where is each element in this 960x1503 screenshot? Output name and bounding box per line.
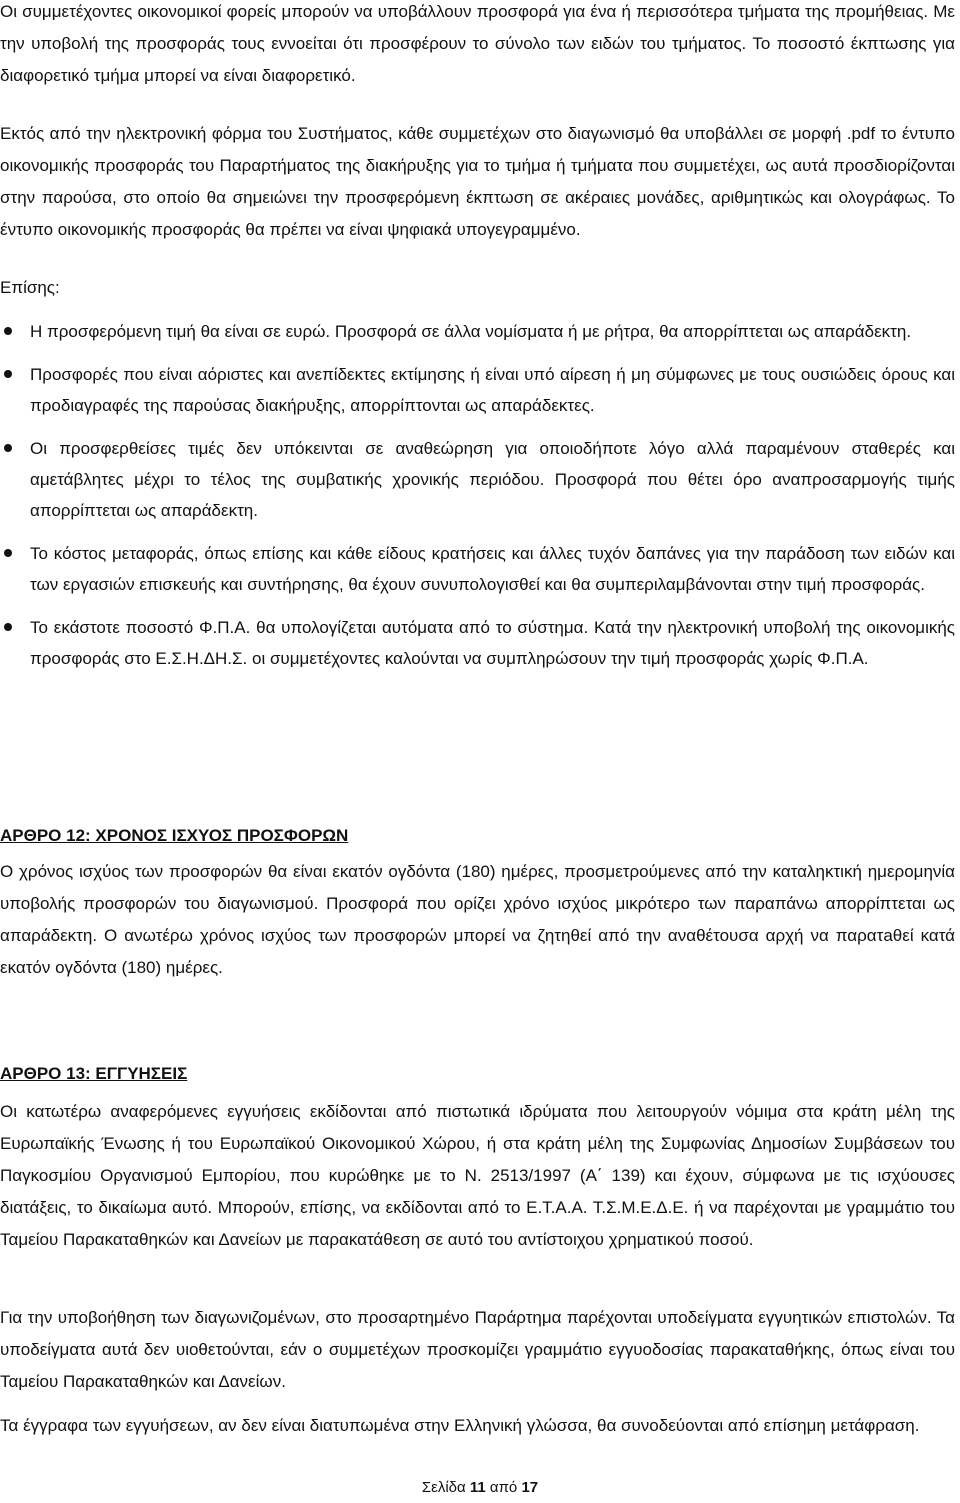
bullet-icon: [4, 370, 12, 378]
bullet-icon: [4, 623, 12, 631]
article-12-paragraph: Ο χρόνος ισχύος των προσφορών θα είναι εκατόν ογδόντα (180) ημέρες, προσμετρούμενες από την καταληκτική ημερομηνία υποβολής προσφορών του διαγωνισμού. Προσφορά που ορίζει χρόνο ισχύος μικρότερο των παραπάνω απορρίπτεται ως απαράδεκτη. Ο ανωτέρω χρόνος ισχύος των προσφορών μπορεί να ζητηθεί από την αναθέτουσα αρχή να παρατaθεί κατά εκατόν ογδόντα (180) ημέρες.: [0, 862, 955, 977]
list-item: Το κόστος μεταφοράς, όπως επίσης και κάθε είδους κρατήσεις και άλλες τυχόν δαπάνες για την παράδοση των ειδών και των εργασιών επισκευής και συντήρησης, θα έχουν συνυπολογισθεί και θα συμπεριλαμβάνονται στην τιμή προσφοράς.: [0, 538, 955, 600]
article-12-heading: ΑΡΘΡΟ 12: ΧΡΟΝΟΣ ΙΣΧΥΟΣ ΠΡΟΣΦΟΡΩΝ: [0, 826, 349, 845]
intro-paragraph-1: Οι συμμετέχοντες οικονομικοί φορείς μπορούν να υποβάλλουν προσφορά για ένα ή περισσότερα τμήματα της προμήθειας. Με την υποβολή της προσφοράς τους εννοείται ότι προσφέρουν το σύνολο των ειδών του τμήματος. Το ποσοστό έκπτωσης για διαφορετικό τμήμα μπορεί να είναι διαφορετικό.: [0, 2, 955, 85]
also-label: Επίσης:: [0, 278, 60, 297]
bullet-icon: [4, 549, 12, 557]
requirements-list: [0, 316, 955, 686]
list-item: Το εκάστοτε ποσοστό Φ.Π.Α. θα υπολογίζεται αυτόματα από το σύστημα. Κατά την ηλεκτρονική υποβολή της οικονομικής προσφοράς στο Ε.Σ.Η.ΔΗ.Σ. οι συμμετέχοντες καλούνται να συμπληρώσουν την τιμή προσφοράς χωρίς Φ.Π.Α.: [0, 612, 955, 674]
current-page-number: 11: [469, 1479, 486, 1496]
list-item: Οι προσφερθείσες τιμές δεν υπόκεινται σε αναθεώρηση για οποιοδήποτε λόγο αλλά παραμένουν σταθερές και αμετάβλητες μέχρι το τέλος της συμβατικής χρονικής περιόδου. Προσφορά που θέτει όρο αναπροσαρμογής τιμής απορρίπτεται ως απαράδεκτη.: [0, 433, 955, 526]
list-item: Η προσφερόμενη τιμή θα είναι σε ευρώ. Προσφορά σε άλλα νομίσματα ή με ρήτρα, θα απορρίπτεται ως απαράδεκτη.: [0, 316, 955, 347]
page-label: Σελίδα: [421, 1479, 466, 1496]
intro-paragraph-2: Εκτός από την ηλεκτρονική φόρμα του Συστήματος, κάθε συμμετέχων στο διαγωνισμό θα υποβάλλει σε μορφή .pdf το έντυπο οικονομικής προσφοράς του Παραρτήματος της διακήρυξης για το τμήμα ή τμήματα που συμμετέχει, ως αυτά προσδιορίζονται στην παρούσα, στο οποίο θα σημειώνει την προσφερόμενη έκπτωση σε ακέραιες μονάδες, αριθμητικώς και ολογράφως. Το έντυπο οικονομικής προσφοράς θα πρέπει να είναι ψηφιακά υπογεγραμμένο.: [0, 124, 955, 239]
bullet-icon: [4, 444, 12, 452]
article-13-paragraph-2: Για την υποβοήθηση των διαγωνιζομένων, στο προσαρτημένο Παράρτημα παρέχονται υποδείγματα εγγυητικών επιστολών. Τα υποδείγματα αυτά δεν υιοθετούνται, εάν ο συμμετέχων προσκομίζει γραμμάτιο εγγυοδοσίας παρακαταθήκης, όπως είναι του Ταμείου Παρακαταθηκών και Δανείων.: [0, 1308, 955, 1391]
bullet-icon: [4, 327, 12, 335]
article-13-paragraph-3: Τα έγγραφα των εγγυήσεων, αν δεν είναι διατυπωμένα στην Ελληνική γλώσσα, θα συνοδεύονται από επίσημη μετάφραση.: [0, 1416, 920, 1435]
page-of-label: από: [489, 1479, 518, 1496]
article-13-heading: ΑΡΘΡΟ 13: ΕΓΓΥΗΣΕΙΣ: [0, 1064, 188, 1083]
total-pages-number: 17: [521, 1479, 539, 1496]
list-item: Προσφορές που είναι αόριστες και ανεπίδεκτες εκτίμησης ή είναι υπό αίρεση ή μη σύμφωνες με τους ουσιώδεις όρους και προδιαγραφές της παρούσας διακήρυξης, απορρίπτονται ως απαράδεκτες.: [0, 359, 955, 421]
article-13-paragraph-1: Οι κατωτέρω αναφερόμενες εγγυήσεις εκδίδονται από πιστωτικά ιδρύματα που λειτουργούν νόμιμα στα κράτη μέλη της Ευρωπαϊκής Ένωσης ή του Ευρωπαϊκού Οικονομικού Χώρου, ή στα κράτη μέλη της Συμφωνίας Δημοσίων Συμβάσεων του Παγκοσμίου Οργανισμού Εμπορίου, που κυρώθηκε με το Ν. 2513/1997 (Α΄ 139) και έχουν, σύμφωνα με τις ισχύουσες διατάξεις, το δικαίωμα αυτό. Μπορούν, επίσης, να εκδίδονται από το Ε.Τ.Α.Α. Τ.Σ.Μ.Ε.Δ.Ε. ή να παρέχονται με γραμμάτιο του Ταμείου Παρακαταθηκών και Δανείων με παρακατάθεση σε αυτό του αντίστοιχου χρηματικού ποσού.: [0, 1102, 955, 1249]
page-footer: [0, 1478, 960, 1498]
